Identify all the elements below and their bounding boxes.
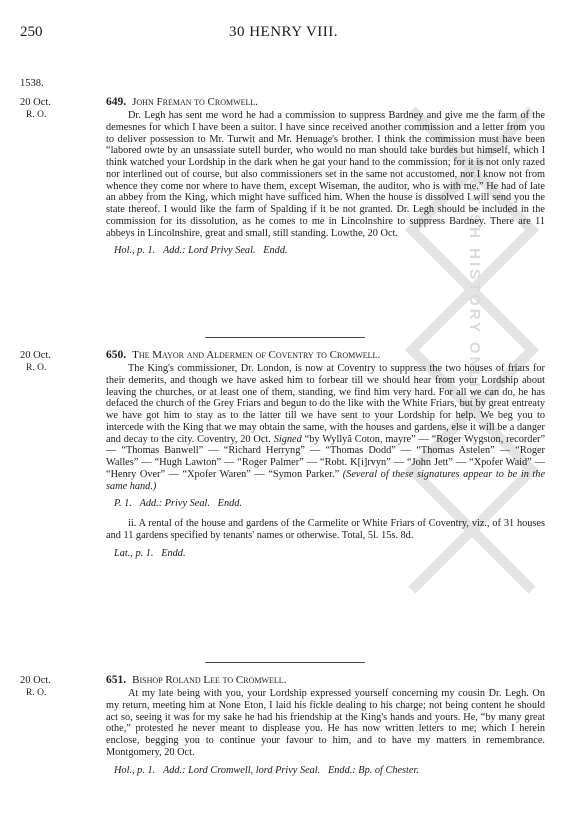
entry-date: 20 Oct. <box>20 97 51 108</box>
section-divider <box>205 337 365 338</box>
note-address: Add.: Lord Cromwell, lord Privy Seal. <box>162 764 321 776</box>
entry-margin <box>20 674 104 700</box>
running-head: 30 HENRY VIII. <box>228 24 339 40</box>
entry-date: 20 Oct. <box>20 350 51 361</box>
entry-notes <box>106 498 545 510</box>
entry-body: At my late being with you, your Lordship expressed yourself concerning my cousin Dr. Legh. On my return, meeting him at None Eton, I laid his fickle dealing to his charge; not being content he should act so, seeing it was for my sake he had his friendship at the King's hands and yours. He, “by many great othe,” protested he never meant to displease you. He has now written letters to me; which I herein enclose, begging you to continue your favour to him, and to have my matters in remembrance. Montgomery, 20 Oct. <box>106 688 545 758</box>
entry-body <box>106 363 545 492</box>
entry-heading <box>106 349 545 362</box>
entry-date: 20 Oct. <box>20 675 51 686</box>
entry-heading <box>106 674 545 687</box>
note-endorsed: Endd. <box>263 245 288 257</box>
entry-title: John Freman to Cromwell. <box>132 96 259 108</box>
entry-margin <box>20 349 104 375</box>
entry-notes <box>106 765 545 777</box>
note-hand: Hol., p. 1. <box>114 245 156 257</box>
entry-source: R. O. <box>26 688 47 698</box>
note-language: Lat., p. 1. <box>114 547 154 559</box>
note-endorsed: Endd. <box>161 547 186 559</box>
entry-content <box>106 674 545 777</box>
sub-entry-notes <box>106 548 545 560</box>
note-endorsed: Endd. <box>217 498 242 510</box>
note-address: Add.: Privy Seal. <box>139 498 210 510</box>
watermark-text: BRITISH HISTORY ONLINE <box>466 160 483 417</box>
note-pages: P. 1. <box>114 498 132 510</box>
entry-number: 649. <box>106 96 127 108</box>
entry-notes <box>106 245 545 257</box>
entry-title: The Mayor and Aldermen of Coventry to Cromwell. <box>132 349 381 361</box>
page-number: 250 <box>20 24 43 40</box>
page-header <box>20 24 547 44</box>
entry-source: R. O. <box>26 363 47 373</box>
section-divider <box>205 662 365 663</box>
note-hand: Hol., p. 1. <box>114 764 156 776</box>
note-address: Add.: Lord Privy Seal. <box>162 245 256 257</box>
entry-source: R. O. <box>26 110 47 120</box>
year-label: 1538. <box>20 78 44 89</box>
entry-body: Dr. Legh has sent me word he had a commission to suppress Bardney and give me the farm of the demesnes for which I have been a suitor. I have since received another commission and a letter from you to deliver possession to Mr. Turwit and Mr. Henuage's brother. I think the commission must have been “labored owte by an unsassiate sutell burder, who would no man should take burdes but himself, which I think watched your Lordship in the dark when he gat your hand to the commission; for it is not only razed nor interlined out of course, but also commissioners set in the same not accustomed, nor I know not from whence they come nor where to have them, except Wiseman, the auditor, who is with me.” He had of late an abbey from the King, which might have sufficed him. When the house is dissolved I will send you the state thereof. I would like the farm of Spalding if it be not granted. Dr. Legh should be included in the commission for its dissolution, as he comes to me in Lincolnshire to suppress Bardney. There are 11 abbeys in Lincolnshire, great and small, still standing. Lowthe, 20 Oct. <box>106 110 545 239</box>
entry-content <box>106 349 545 560</box>
sub-entry-body: ii. A rental of the house and gardens of the Carmelite or White Friars of Coventry, viz., of 31 houses and 11 gardens specified by tenants' names or otherwise. Total, 5l. 15s. 8d. <box>106 518 545 541</box>
signed-label: Signed <box>273 433 302 445</box>
signatures: “by Wyllyã Coton, mayre” — “Roger Wygston, recorder” — “Thomas Banwell” — “Richard Herryng” — “Thomas Dodd” — “Thomas Astelen” — “Roger Walles” — “Hugh Lawton” — “Roger Palmer” — “Robt. K[i]rvyn” — “John Jett” — “Xpofer Waid” — “Henry Over” — “Xpofer Waren” — “Symon Parker.” <box>106 433 546 480</box>
note-endorsed: Endd.: Bp. of Chester. <box>327 764 419 776</box>
entry-title: Bishop Roland Lee to Cromwell. <box>132 674 287 686</box>
entry-number: 650. <box>106 349 127 361</box>
entry-body-text: The King's commissioner, Dr. London, is now at Coventry to suppress the two houses of friars for their demerits, and though we have asked him to forbear till we should hear from your Lordship about leaving the churches, or at least one of them, standing, we find him very hard. For all we can do, he has defaced the church of the Grey Friars and begun to do the like with the White Friars, but by great entreaty we have got him to stay as to the latter till we have sent to your Lordship for help. We beg you to intercede with the King that we may obtain the same, with the houses and gardens, else it will be a danger and decay to the city. Coventry, 20 Oct. <box>106 363 545 445</box>
signature-remark: (Several of these signatures appear to be in the same hand.) <box>106 468 546 492</box>
entry-heading <box>106 96 545 109</box>
entry-number: 651. <box>106 674 127 686</box>
entry-margin <box>20 96 104 122</box>
entry-content <box>106 96 545 257</box>
